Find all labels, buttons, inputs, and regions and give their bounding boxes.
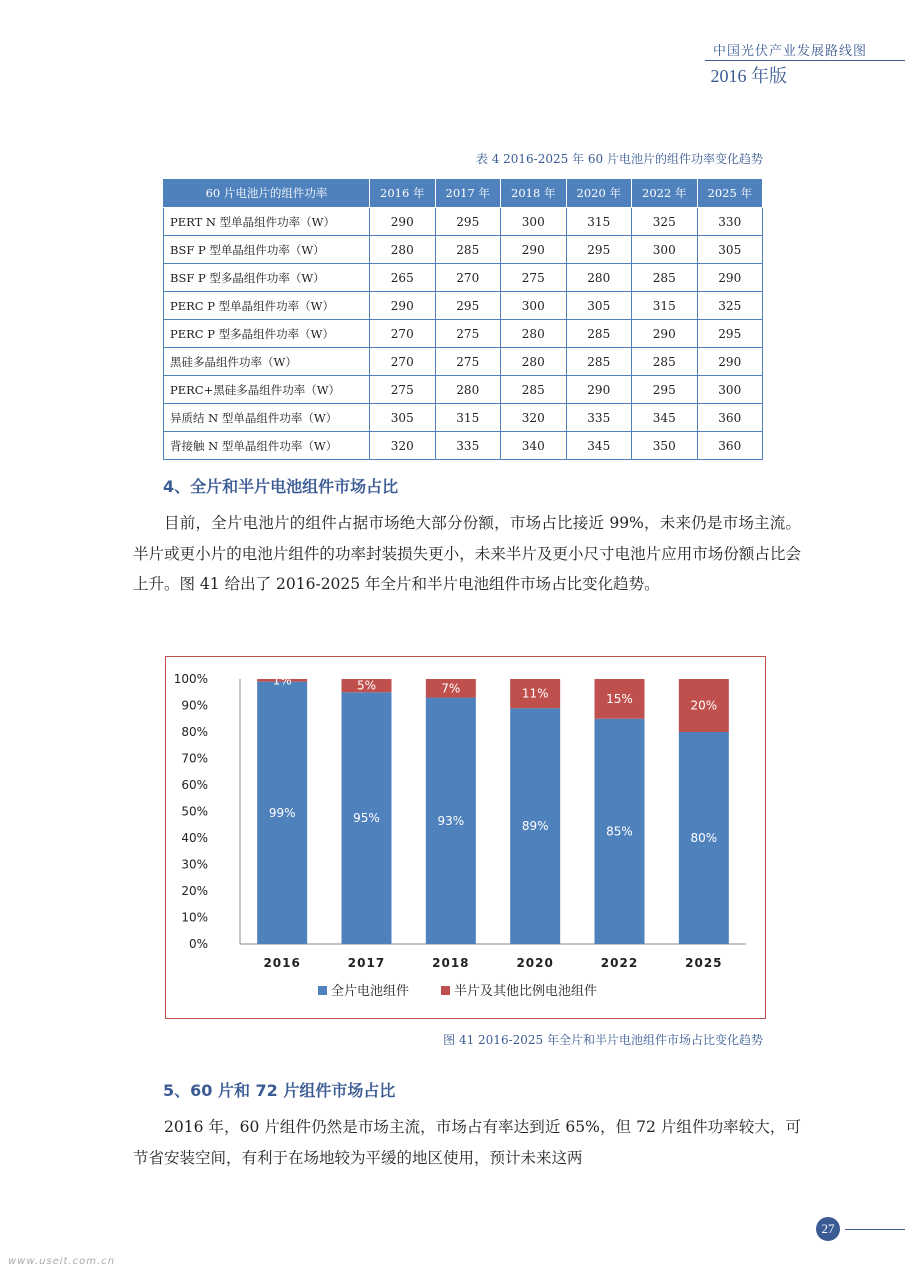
y-tick-label: 60% xyxy=(181,778,208,792)
table-row xyxy=(164,208,763,236)
table-cell: 300 xyxy=(632,236,698,264)
legend-label-half-cell: 半片及其他比例电池组件 xyxy=(454,984,598,999)
table-cell: 325 xyxy=(632,208,698,236)
table-cell: 315 xyxy=(566,208,632,236)
column-header: 2025 年 xyxy=(697,179,763,208)
table-cell: 290 xyxy=(697,264,763,292)
data-label: 7% xyxy=(441,681,461,696)
table-cell: 285 xyxy=(501,376,567,404)
data-label: 99% xyxy=(268,805,296,820)
data-label: 15% xyxy=(606,691,633,706)
page-number: 27 xyxy=(816,1217,840,1241)
table-cell: 280 xyxy=(566,264,632,292)
market-share-chart xyxy=(165,656,766,1019)
x-tick-label: 2025 xyxy=(685,956,723,970)
table-cell: 280 xyxy=(370,236,436,264)
table-row xyxy=(164,320,763,348)
table-cell: 295 xyxy=(632,376,698,404)
table-cell: 285 xyxy=(566,348,632,376)
table-cell: 300 xyxy=(501,208,567,236)
table-cell: 305 xyxy=(370,404,436,432)
column-header: 60 片电池片的组件功率 xyxy=(164,179,370,208)
table-cell: 360 xyxy=(697,432,763,460)
table-row xyxy=(164,292,763,320)
table-cell: 330 xyxy=(697,208,763,236)
table-cell: 335 xyxy=(435,432,501,460)
y-tick-label: 40% xyxy=(181,831,208,845)
y-tick-label: 50% xyxy=(181,804,208,819)
table-cell: 270 xyxy=(370,348,436,376)
row-label: BSF P 型单晶组件功率（W） xyxy=(164,236,370,264)
table-header-row xyxy=(164,179,763,208)
table-cell: 295 xyxy=(697,320,763,348)
y-tick-label: 70% xyxy=(181,751,208,766)
data-label: 95% xyxy=(353,811,380,826)
table-cell: 305 xyxy=(697,236,763,264)
y-tick-label: 10% xyxy=(181,910,208,925)
row-label: 异质结 N 型单晶组件功率（W） xyxy=(164,404,370,432)
section-4-paragraph: 目前，全片电池片的组件占据市场绝大部分份额，市场占比接近 99%，未来仍是市场主流。半片或更小片的电池片组件的功率封装损失更小，未来半片及更小尺寸电池片应用市场份额占比会上升。图 41 给出了 2016-2025 年全片和半片电池组件市场占比变化趋势。 xyxy=(133,514,801,593)
table-row xyxy=(164,236,763,264)
x-tick-label: 2020 xyxy=(516,956,554,970)
table-cell: 350 xyxy=(632,432,698,460)
table-cell: 290 xyxy=(370,208,436,236)
row-label: BSF P 型多晶组件功率（W） xyxy=(164,264,370,292)
y-tick-label: 0% xyxy=(188,937,208,951)
table-cell: 290 xyxy=(370,292,436,320)
table-cell: 340 xyxy=(501,432,567,460)
table-cell: 360 xyxy=(697,404,763,432)
table-cell: 270 xyxy=(370,320,436,348)
x-tick-label: 2016 xyxy=(263,956,301,970)
data-label: 11% xyxy=(521,686,549,701)
table-cell: 280 xyxy=(501,320,567,348)
header-year: 2016 年版 xyxy=(710,66,787,86)
row-label: 背接触 N 型单晶组件功率（W） xyxy=(164,432,370,460)
table-cell: 270 xyxy=(435,264,501,292)
table-cell: 295 xyxy=(435,208,501,236)
column-header: 2022 年 xyxy=(632,179,698,208)
row-label: 黑硅多晶组件功率（W） xyxy=(164,348,370,376)
legend-label-full-cell: 全片电池组件 xyxy=(331,984,410,999)
page-number-rule xyxy=(845,1229,905,1230)
watermark: www.useit.com.cn xyxy=(8,1256,116,1267)
data-label: 89% xyxy=(521,819,549,834)
table-cell: 320 xyxy=(501,404,567,432)
table-cell: 295 xyxy=(435,292,501,320)
table-cell: 290 xyxy=(566,376,632,404)
table-cell: 285 xyxy=(435,236,501,264)
header-rule xyxy=(705,60,905,61)
row-label: PERT N 型单晶组件功率（W） xyxy=(164,208,370,236)
table-cell: 285 xyxy=(566,320,632,348)
row-label: PERC P 型多晶组件功率（W） xyxy=(164,320,370,348)
table-cell: 275 xyxy=(370,376,436,404)
table-cell: 275 xyxy=(435,320,501,348)
x-tick-label: 2018 xyxy=(432,956,470,970)
table-row xyxy=(164,432,763,460)
table-cell: 280 xyxy=(501,348,567,376)
table-cell: 305 xyxy=(566,292,632,320)
column-header: 2016 年 xyxy=(370,179,436,208)
legend-swatch-half-cell xyxy=(441,986,450,995)
table-cell: 335 xyxy=(566,404,632,432)
chart-canvas xyxy=(166,657,765,1018)
table-cell: 325 xyxy=(697,292,763,320)
table-cell: 300 xyxy=(697,376,763,404)
section-5-heading: 5、60 片和 72 片组件市场占比 xyxy=(163,1081,396,1100)
table-cell: 275 xyxy=(435,348,501,376)
column-header: 2017 年 xyxy=(435,179,501,208)
table-row xyxy=(164,376,763,404)
table-cell: 300 xyxy=(501,292,567,320)
header-title: 中国光伏产业发展路线图 xyxy=(712,44,867,59)
section-5-paragraph: 2016 年，60 片组件仍然是市场主流，市场占有率达到近 65%，但 72 片组件功率较大，可节省安装空间，有利于在场地较为平缓的地区使用，预计未来这两 xyxy=(133,1118,801,1167)
table-cell: 290 xyxy=(501,236,567,264)
table-cell: 315 xyxy=(435,404,501,432)
legend-swatch-full-cell xyxy=(318,986,327,995)
y-tick-label: 90% xyxy=(181,698,208,713)
y-tick-label: 80% xyxy=(181,725,208,739)
table-cell: 315 xyxy=(632,292,698,320)
data-label: 80% xyxy=(690,831,718,845)
table-cell: 280 xyxy=(435,376,501,404)
table-cell: 295 xyxy=(566,236,632,264)
table-cell: 265 xyxy=(370,264,436,292)
data-label: 5% xyxy=(356,678,377,693)
figure-caption: 图 41 2016-2025 年全片和半片电池组件市场占比变化趋势 xyxy=(443,1033,763,1047)
data-label: 85% xyxy=(606,824,633,839)
table-row xyxy=(164,348,763,376)
power-table xyxy=(163,178,763,460)
y-tick-label: 20% xyxy=(181,884,208,898)
table-cell: 290 xyxy=(632,320,698,348)
table-cell: 275 xyxy=(501,264,567,292)
table-row xyxy=(164,404,763,432)
section-4-heading: 4、全片和半片电池组件市场占比 xyxy=(163,477,399,496)
table-cell: 345 xyxy=(632,404,698,432)
row-label: PERC+黑硅多晶组件功率（W） xyxy=(164,376,370,404)
column-header: 2020 年 xyxy=(566,179,632,208)
table-cell: 345 xyxy=(566,432,632,460)
x-tick-label: 2022 xyxy=(600,956,639,970)
row-label: PERC P 型单晶组件功率（W） xyxy=(164,292,370,320)
table-cell: 285 xyxy=(632,348,698,376)
column-header: 2018 年 xyxy=(501,179,567,208)
data-label: 1% xyxy=(272,673,292,688)
data-label: 20% xyxy=(690,698,718,713)
table-row xyxy=(164,264,763,292)
table-caption: 表 4 2016-2025 年 60 片电池片的组件功率变化趋势 xyxy=(475,152,763,166)
table-cell: 290 xyxy=(697,348,763,376)
y-tick-label: 100% xyxy=(173,672,208,686)
x-tick-label: 2017 xyxy=(347,956,386,970)
table-cell: 320 xyxy=(370,432,436,460)
data-label: 93% xyxy=(437,813,465,828)
y-tick-label: 30% xyxy=(181,857,208,872)
table-cell: 285 xyxy=(632,264,698,292)
